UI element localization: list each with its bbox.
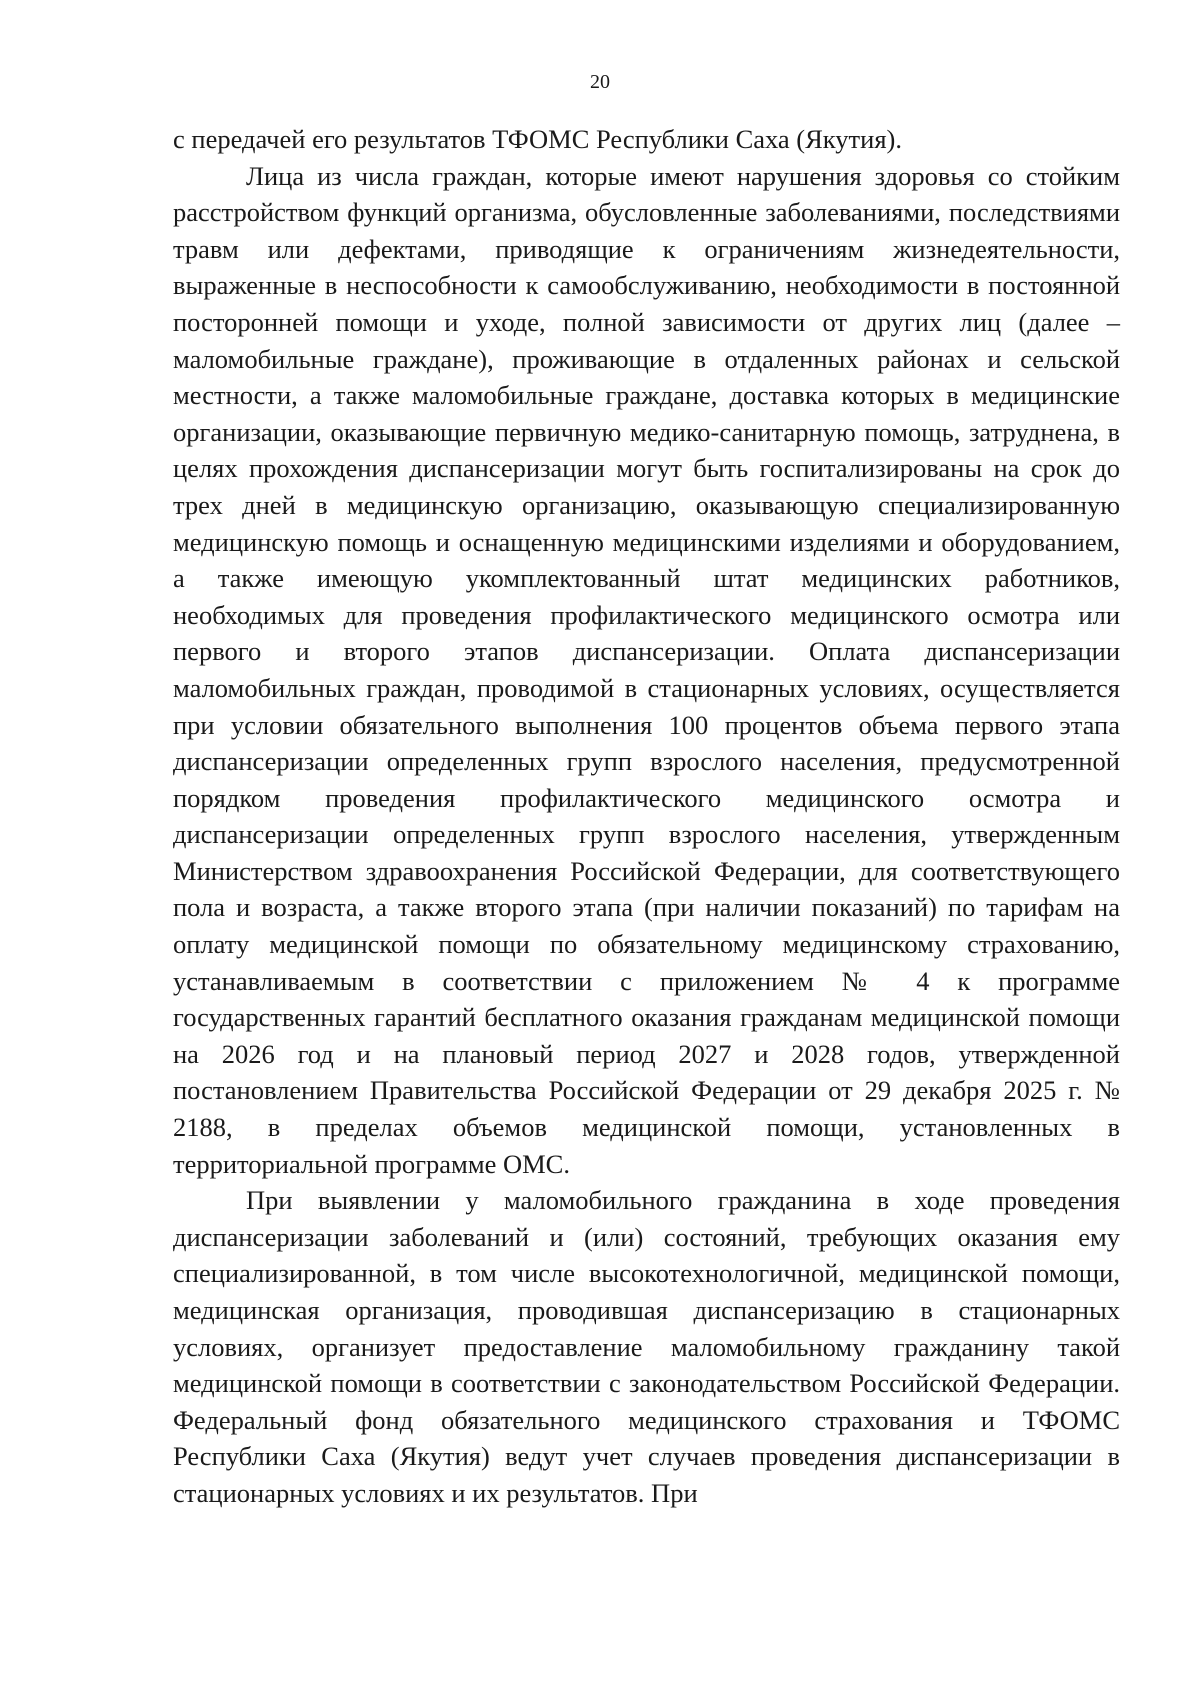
paragraph-low-mobility-citizens: Лица из числа граждан, которые имеют нарушения здоровья со стойким расстройством функций организма, обусловленные заболеваниями, последствиями травм или дефектами, приводящие к ограничениям жизнедеятельности, выраженные в неспособности к самообслуживанию, необходимости в постоянной посторонней помощи и уходе, полной зависимости от других лиц (далее – маломобильные граждане), проживающие в отдаленных районах и сельской местности, а также маломобильные граждане, доставка которых в медицинские организации, оказывающие первичную медико-санитарную помощь, затруднена, в целях прохождения диспансеризации могут быть госпитализированы на срок до трех дней в медицинскую организацию, оказывающую специализированную медицинскую помощь и оснащенную медицинскими изделиями и оборудованием, а также имеющую укомплектованный штат медицинских работников, необходимых для проведения профилактического медицинского осмотра или первого и второго этапов диспансеризации. Оплата диспансеризации маломобильных граждан, проводимой в стационарных условиях, осуществляется при условии обязательного выполнения 100 процентов объема первого этапа диспансеризации определенных групп взрослого населения, предусмотренной порядком проведения профилактического медицинского осмотра и диспансеризации определенных групп взрослого населения, утвержденным Министерством здравоохранения Российской Федерации, для соответствующего пола и возраста, а также второго этапа (при наличии показаний) по тарифам на оплату медицинской помощи по обязательному медицинскому страхованию, устанавливаемым в соответствии с приложением № 4 к программе государственных гарантий бесплатного оказания гражданам медицинской помощи на 2026 год и на плановый период 2027 и 2028 годов, утвержденной постановлением Правительства Российской Федерации от 29 декабря 2025 г. № 2188, в пределах объемов медицинской помощи, установленных в территориальной программе ОМС.	[173, 160, 1120, 1179]
page-number: 20	[590, 71, 610, 93]
paragraph-specialized-care: При выявлении у маломобильного гражданина в ходе проведения диспансеризации заболеваний и (или) состояний, требующих оказания ему специализированной, в том числе высокотехнологичной, медицинской помощи, медицинская организация, проводившая диспансеризацию в стационарных условиях, организует предоставление маломобильному гражданину такой медицинской помощи в соответствии с законодательством Российской Федерации. Федеральный фонд обязательного медицинского страхования и ТФОМС Республики Саха (Якутия) ведут учет случаев проведения диспансеризации в стационарных условиях и их результатов. При	[173, 1185, 1120, 1508]
paragraph-continuation: с передачей его результатов ТФОМС Республики Саха (Якутия).	[173, 124, 902, 154]
document-body	[173, 121, 1120, 1512]
